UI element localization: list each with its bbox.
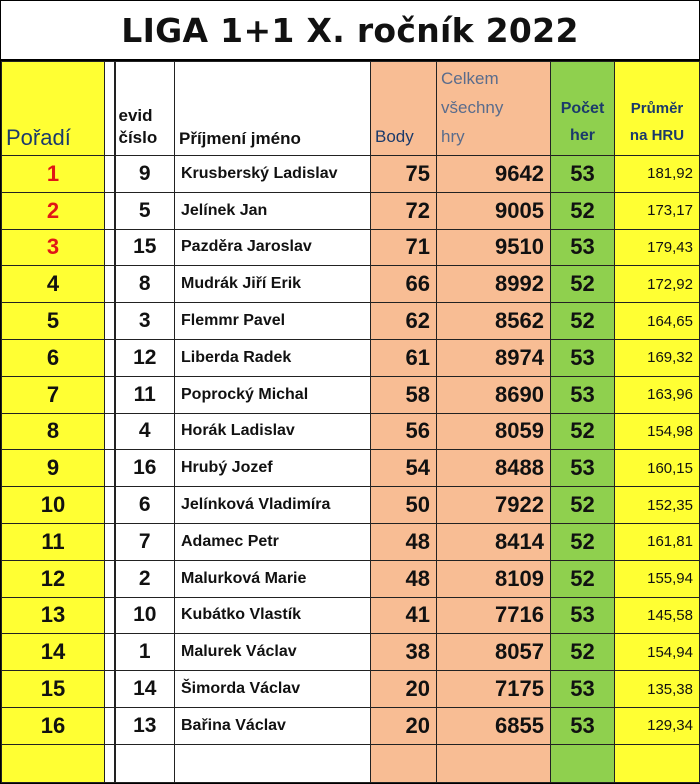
cell-spacer: [105, 523, 115, 560]
table-row: [2, 413, 700, 450]
empty-cell: [2, 744, 105, 782]
cell-evid: 4: [115, 413, 175, 450]
cell-avg: 163,96: [615, 376, 700, 413]
table-row: [2, 229, 700, 266]
empty-cell: [115, 744, 175, 782]
cell-pocet: 53: [551, 450, 615, 487]
empty-row: [2, 744, 700, 782]
cell-name: Poprocký Michal: [175, 376, 371, 413]
cell-avg: 181,92: [615, 156, 700, 193]
table-row: [2, 487, 700, 524]
cell-body: 56: [371, 413, 437, 450]
cell-evid: 1: [115, 634, 175, 671]
cell-total: 9005: [437, 192, 551, 229]
cell-evid: 3: [115, 303, 175, 340]
cell-avg: 145,58: [615, 597, 700, 634]
cell-pocet: 52: [551, 487, 615, 524]
cell-total: 8414: [437, 523, 551, 560]
table-row: [2, 634, 700, 671]
cell-rank: 12: [2, 560, 105, 597]
cell-evid: 11: [115, 376, 175, 413]
cell-total: 6855: [437, 707, 551, 744]
header-total-line1: Celkem: [441, 69, 499, 88]
table-row: [2, 560, 700, 597]
cell-name: Mudrák Jiří Erik: [175, 266, 371, 303]
cell-total: 8992: [437, 266, 551, 303]
cell-pocet: 53: [551, 339, 615, 376]
cell-avg: 154,98: [615, 413, 700, 450]
cell-rank: 6: [2, 339, 105, 376]
cell-spacer: [105, 266, 115, 303]
cell-rank: 16: [2, 707, 105, 744]
cell-total: 8690: [437, 376, 551, 413]
cell-avg: 179,43: [615, 229, 700, 266]
cell-total: 8059: [437, 413, 551, 450]
header-row: [2, 62, 700, 156]
cell-spacer: [105, 671, 115, 708]
cell-avg: 164,65: [615, 303, 700, 340]
cell-evid: 2: [115, 560, 175, 597]
cell-body: 48: [371, 560, 437, 597]
cell-rank: 4: [2, 266, 105, 303]
cell-spacer: [105, 192, 115, 229]
cell-pocet: 53: [551, 156, 615, 193]
cell-spacer: [105, 156, 115, 193]
cell-name: Krusberský Ladislav: [175, 156, 371, 193]
header-pocet: [551, 62, 615, 156]
cell-name: Liberda Radek: [175, 339, 371, 376]
cell-pocet: 53: [551, 671, 615, 708]
cell-pocet: 52: [551, 634, 615, 671]
cell-spacer: [105, 376, 115, 413]
table-row: [2, 597, 700, 634]
header-total: [437, 62, 551, 156]
cell-avg: 160,15: [615, 450, 700, 487]
cell-name: Kubátko Vlastík: [175, 597, 371, 634]
header-rank: Pořadí: [2, 62, 105, 156]
cell-rank: 8: [2, 413, 105, 450]
cell-avg: 173,17: [615, 192, 700, 229]
empty-cell: [371, 744, 437, 782]
header-name: Příjmení jméno: [175, 62, 371, 156]
header-total-line3: hry: [441, 127, 465, 146]
cell-avg: 161,81: [615, 523, 700, 560]
cell-body: 38: [371, 634, 437, 671]
header-total-line2: všechny: [441, 98, 504, 117]
cell-total: 7922: [437, 487, 551, 524]
table-row: [2, 266, 700, 303]
cell-spacer: [105, 634, 115, 671]
header-pocet-line1: Počet: [560, 100, 605, 117]
cell-pocet: 52: [551, 303, 615, 340]
page-title: LIGA 1+1 X. ročník 2022: [1, 1, 699, 61]
cell-evid: 8: [115, 266, 175, 303]
table-row: [2, 671, 700, 708]
cell-name: Malurek Václav: [175, 634, 371, 671]
cell-spacer: [105, 303, 115, 340]
table-row: [2, 523, 700, 560]
cell-total: 9510: [437, 229, 551, 266]
cell-total: 8562: [437, 303, 551, 340]
cell-body: 50: [371, 487, 437, 524]
table-row: [2, 156, 700, 193]
cell-pocet: 52: [551, 413, 615, 450]
cell-body: 58: [371, 376, 437, 413]
table-row: [2, 376, 700, 413]
cell-rank: 1: [2, 156, 105, 193]
cell-name: Jelínek Jan: [175, 192, 371, 229]
cell-total: 8974: [437, 339, 551, 376]
header-evid: [115, 62, 175, 156]
cell-name: Bařina Václav: [175, 707, 371, 744]
cell-evid: 13: [115, 707, 175, 744]
header-pocet-line2: her: [570, 127, 595, 144]
empty-cell: [437, 744, 551, 782]
empty-cell: [551, 744, 615, 782]
cell-total: 7175: [437, 671, 551, 708]
cell-spacer: [105, 229, 115, 266]
cell-spacer: [105, 707, 115, 744]
header-evid-line2: číslo: [118, 128, 158, 147]
cell-rank: 9: [2, 450, 105, 487]
cell-total: 8109: [437, 560, 551, 597]
cell-evid: 12: [115, 339, 175, 376]
cell-rank: 13: [2, 597, 105, 634]
empty-cell: [615, 744, 700, 782]
cell-total: 8057: [437, 634, 551, 671]
cell-avg: 155,94: [615, 560, 700, 597]
cell-evid: 6: [115, 487, 175, 524]
table-row: [2, 707, 700, 744]
cell-avg: 129,34: [615, 707, 700, 744]
empty-cell: [105, 744, 115, 782]
standings-table: [1, 61, 700, 783]
cell-name: Adamec Petr: [175, 523, 371, 560]
cell-body: 41: [371, 597, 437, 634]
cell-name: Malurková Marie: [175, 560, 371, 597]
cell-rank: 10: [2, 487, 105, 524]
cell-spacer: [105, 560, 115, 597]
cell-rank: 2: [2, 192, 105, 229]
cell-rank: 14: [2, 634, 105, 671]
cell-total: 9642: [437, 156, 551, 193]
cell-total: 8488: [437, 450, 551, 487]
cell-evid: 9: [115, 156, 175, 193]
cell-body: 48: [371, 523, 437, 560]
cell-body: 54: [371, 450, 437, 487]
cell-avg: 135,38: [615, 671, 700, 708]
cell-body: 75: [371, 156, 437, 193]
header-evid-line1: evid: [118, 106, 153, 125]
cell-rank: 3: [2, 229, 105, 266]
header-body: Body: [371, 62, 437, 156]
cell-spacer: [105, 339, 115, 376]
cell-avg: 154,94: [615, 634, 700, 671]
cell-body: 20: [371, 671, 437, 708]
cell-rank: 11: [2, 523, 105, 560]
cell-rank: 7: [2, 376, 105, 413]
cell-pocet: 53: [551, 376, 615, 413]
cell-evid: 16: [115, 450, 175, 487]
cell-avg: 172,92: [615, 266, 700, 303]
table-row: [2, 192, 700, 229]
cell-evid: 7: [115, 523, 175, 560]
header-avg: [615, 62, 700, 156]
cell-pocet: 53: [551, 707, 615, 744]
cell-evid: 5: [115, 192, 175, 229]
cell-name: Šimorda Václav: [175, 671, 371, 708]
cell-evid: 14: [115, 671, 175, 708]
cell-spacer: [105, 597, 115, 634]
cell-name: Jelínková Vladimíra: [175, 487, 371, 524]
cell-avg: 152,35: [615, 487, 700, 524]
cell-spacer: [105, 450, 115, 487]
cell-rank: 15: [2, 671, 105, 708]
cell-pocet: 52: [551, 523, 615, 560]
cell-avg: 169,32: [615, 339, 700, 376]
cell-body: 71: [371, 229, 437, 266]
cell-body: 66: [371, 266, 437, 303]
cell-spacer: [105, 487, 115, 524]
cell-name: Hrubý Jozef: [175, 450, 371, 487]
cell-body: 62: [371, 303, 437, 340]
header-avg-line1: Průměr: [630, 100, 684, 117]
cell-name: Horák Ladislav: [175, 413, 371, 450]
cell-pocet: 52: [551, 266, 615, 303]
cell-pocet: 52: [551, 560, 615, 597]
cell-body: 20: [371, 707, 437, 744]
header-avg-line2: na HRU: [629, 127, 685, 144]
cell-body: 72: [371, 192, 437, 229]
cell-name: Flemmr Pavel: [175, 303, 371, 340]
header-spacer: [105, 62, 115, 156]
empty-cell: [175, 744, 371, 782]
cell-pocet: 52: [551, 192, 615, 229]
cell-pocet: 53: [551, 229, 615, 266]
cell-pocet: 53: [551, 597, 615, 634]
table-row: [2, 450, 700, 487]
cell-rank: 5: [2, 303, 105, 340]
cell-body: 61: [371, 339, 437, 376]
cell-name: Pazděra Jaroslav: [175, 229, 371, 266]
cell-evid: 10: [115, 597, 175, 634]
cell-evid: 15: [115, 229, 175, 266]
cell-spacer: [105, 413, 115, 450]
table-row: [2, 339, 700, 376]
table-row: [2, 303, 700, 340]
cell-total: 7716: [437, 597, 551, 634]
